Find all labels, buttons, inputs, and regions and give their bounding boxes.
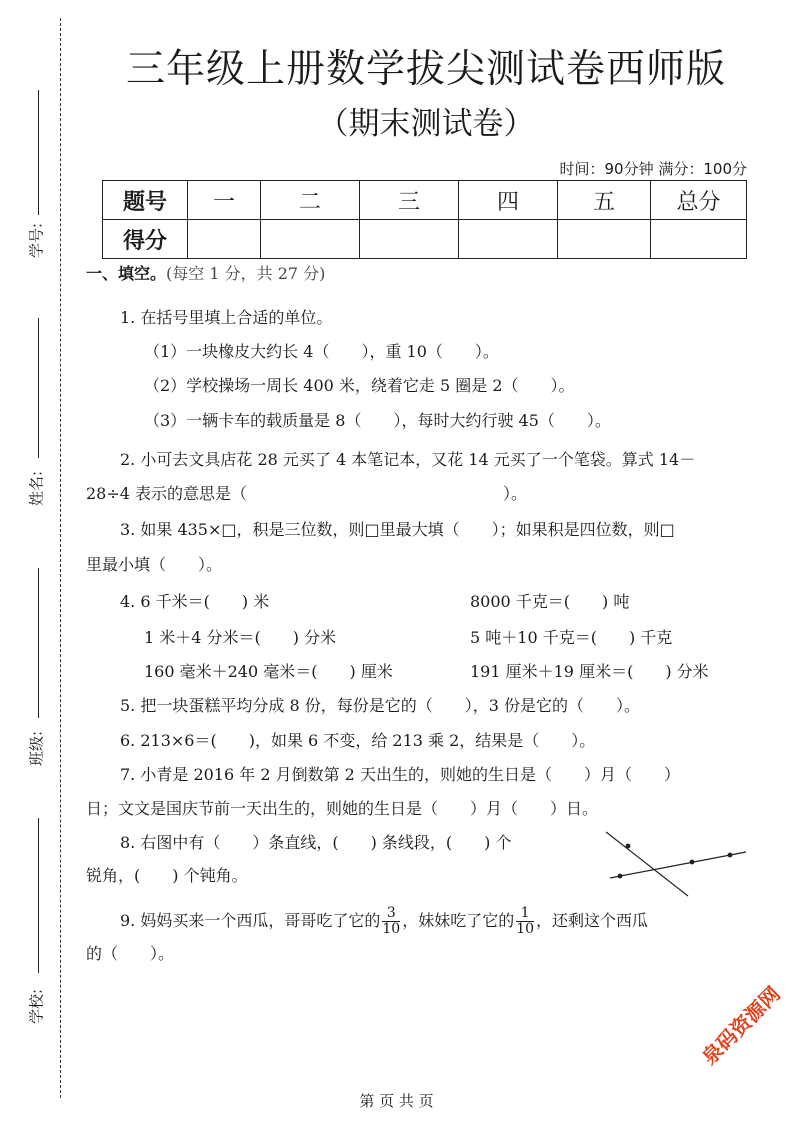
score-header-cell: 四 — [459, 181, 558, 220]
score-header-cell: 五 — [558, 181, 651, 220]
question-5: 5. 把一块蛋糕平均分成 8 份，每份是它的（ ），3 份是它的（ ）。 — [120, 696, 640, 715]
score-header-cell: 二 — [261, 181, 360, 220]
score-header-cell: 一 — [188, 181, 261, 220]
question-4-left-1: 4. 6 千米＝( ) 米 — [120, 592, 270, 611]
score-table-score-row — [103, 220, 747, 259]
score-cell[interactable] — [188, 220, 261, 259]
diagram-point — [728, 853, 733, 858]
section-1-heading — [86, 264, 325, 284]
exam-subtitle: （期末测试卷） — [317, 106, 535, 142]
student-id-line[interactable] — [38, 90, 39, 215]
school-line[interactable] — [38, 818, 39, 973]
score-header-cell: 三 — [360, 181, 459, 220]
question-7-line-1: 7. 小青是 2016 年 2 月倒数第 2 天出生的，则她的生日是（ ）月（ ） — [120, 765, 680, 784]
class-line[interactable] — [38, 568, 39, 718]
student-name-label: 姓名: — [27, 470, 46, 507]
score-cell[interactable] — [558, 220, 651, 259]
school-label: 学校: — [27, 988, 46, 1025]
fraction-three-tenths — [382, 906, 400, 937]
question-4-left-2: 1 米＋4 分米＝( ) 分米 — [144, 628, 337, 647]
question-8-line-1: 8. 右图中有（ ）条直线，( ) 条线段，( ) 个 — [120, 833, 512, 852]
class-field — [16, 568, 56, 768]
question-1-part-2: （2）学校操场一周长 400 米，绕着它走 5 圈是 2（ ）。 — [144, 376, 575, 395]
time-info: 时间：90分钟 满分：100分 — [559, 160, 747, 178]
question-7-line-2: 日；文文是国庆节前一天出生的，则她的生日是（ ）月（ ）日。 — [86, 799, 599, 818]
question-4-right-1: 8000 千克＝( ) 吨 — [470, 592, 630, 611]
question-6: 6. 213×6＝( )，如果 6 不变，给 213 乘 2，结果是（ ）。 — [120, 731, 596, 750]
lines-angles-diagram — [600, 826, 750, 898]
score-cell[interactable] — [651, 220, 747, 259]
question-9-text-a: 9. 妈妈买来一个西瓜，哥哥吃了它的 — [120, 911, 381, 930]
binding-dashed-line — [60, 18, 61, 1098]
student-id-label: 学号: — [27, 222, 46, 259]
fraction-denominator: 10 — [516, 921, 535, 937]
fraction-numerator: 1 — [516, 906, 534, 922]
binding-margin — [0, 0, 80, 1122]
diagram-point — [618, 874, 623, 879]
question-2-line-1: 2. 小可去文具店花 28 元买了 4 本笔记本，又花 14 元买了一个笔袋。算式 14－ — [120, 450, 696, 469]
score-cell[interactable] — [459, 220, 558, 259]
question-9-text-c: ，还剩这个西瓜 — [536, 911, 649, 930]
question-1-part-1: （1）一块橡皮大约长 4（ ），重 10（ ）。 — [144, 342, 499, 361]
watermark-logo: 泉码资源网 — [697, 981, 785, 1070]
exam-title: 三年级上册数学拔尖测试卷西师版 — [125, 47, 726, 92]
score-table — [102, 180, 747, 259]
question-2-line-2: 28÷4 表示的意思是（ ）。 — [86, 484, 528, 503]
student-name-field — [16, 318, 56, 507]
question-3-line-1: 3. 如果 435×□，积是三位数，则□里最大填（ ）；如果积是四位数，则□ — [120, 520, 675, 539]
class-label: 班级: — [27, 730, 46, 767]
section-1-note: (每空 1 分，共 27 分) — [166, 264, 326, 283]
question-9-line-1 — [120, 906, 648, 937]
diagram-line-2 — [610, 852, 746, 878]
question-1: 1. 在括号里填上合适的单位。 — [120, 308, 333, 327]
student-name-line[interactable] — [38, 318, 39, 458]
fraction-denominator: 10 — [382, 921, 401, 937]
score-table-header-row — [103, 181, 747, 220]
question-9-line-2: 的（ ）。 — [86, 944, 175, 963]
score-cell[interactable] — [360, 220, 459, 259]
question-9-text-b: ，妹妹吃了它的 — [402, 911, 515, 930]
fraction-one-tenth — [516, 906, 534, 937]
fraction-numerator: 3 — [382, 906, 400, 922]
question-4-right-3: 191 厘米＋19 厘米＝( ) 分米 — [470, 662, 709, 681]
score-header-cell: 题号 — [103, 181, 188, 220]
question-4-right-2: 5 吨＋10 千克＝( ) 千克 — [470, 628, 673, 647]
score-header-cell: 总分 — [651, 181, 747, 220]
diagram-line-1 — [606, 832, 688, 896]
diagram-point — [690, 860, 695, 865]
question-4-left-3: 160 毫米＋240 毫米＝( ) 厘米 — [144, 662, 393, 681]
diagram-point — [626, 844, 631, 849]
school-field — [16, 818, 56, 1025]
section-1-title: 一、填空。 — [86, 264, 167, 283]
score-row-label: 得分 — [103, 220, 188, 259]
question-1-part-3: （3）一辆卡车的载质量是 8（ ），每时大约行驶 45（ ）。 — [144, 411, 611, 430]
page-footer: 第 页 共 页 — [359, 1092, 434, 1110]
student-id-field — [16, 90, 56, 270]
question-8-line-2: 锐角，( ) 个钝角。 — [86, 866, 248, 885]
question-3-line-2: 里最小填（ ）。 — [86, 555, 223, 574]
score-cell[interactable] — [261, 220, 360, 259]
